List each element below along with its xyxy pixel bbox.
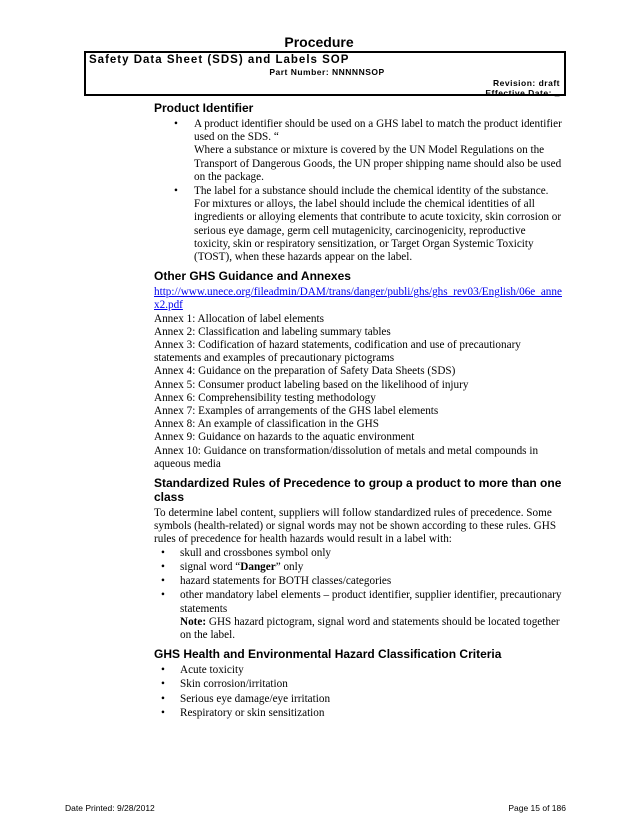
annex-item: Annex 8: An example of classification in the GHS	[154, 418, 379, 431]
bullet-text: The label for a substance should include the chemical identity of the substance. For mixtures or alloys, the label should include the chemical identities of all ingredients or alloying elements that contribute to acute toxicity, skin corrosion or serious eye damage, germ cell mutagenicity, carcinogenicity, reproductive toxicity, skin or respiratory sensitization, or Target Organ Systemic Toxicity (TOST), when these hazards appear on the label.	[194, 185, 562, 264]
signal-word-danger: Danger	[240, 560, 276, 573]
annex-item: Annex 6: Comprehensibility testing methodology	[154, 391, 376, 404]
list-item: • Skin corrosion/irritation	[154, 678, 564, 691]
annex-item: Annex 9: Guidance on hazards to the aquatic environment	[154, 431, 415, 444]
bullet-text: signal word “	[180, 560, 241, 573]
annex-item: Annex 7: Examples of arrangements of the GHS label elements	[154, 405, 439, 418]
annex-item: Annex 4: Guidance on the preparation of Safety Data Sheets (SDS)	[154, 365, 456, 378]
list-item: • Respiratory or skin sensitization	[154, 707, 564, 720]
sop-title: Safety Data Sheet (SDS) and Labels SOP	[89, 54, 350, 66]
list-item: • hazard statements for BOTH classes/categories	[154, 575, 564, 588]
annex-item: Annex 1: Allocation of label elements	[154, 312, 324, 325]
section-classification	[154, 647, 564, 720]
footer-date-printed: Date Printed: 9/28/2012	[65, 803, 155, 813]
precedence-intro: To determine label content, suppliers will follow standardized rules of precedence. Some symbols (health-related) or signal words may not be shown according to these rules. GHS rules of precedence for health hazards would result in a label with:	[154, 507, 557, 546]
annex-item: Annex 2: Classification and labeling summary tables	[154, 325, 391, 338]
bullet-text: ” only	[275, 560, 304, 573]
part-number: Part Number: NNNNNSOP	[269, 67, 385, 77]
section-heading: Standardized Rules of Precedence to group a product to more than one class	[154, 476, 562, 505]
bullet-text: A product identifier should be used on a GHS label to match the product identifier used on the SDS. “	[194, 118, 562, 144]
list-item: • Serious eye damage/eye irritation	[154, 693, 564, 706]
bullet-text: Where a substance or mixture is covered by the UN Model Regulations on the Transport of Dangerous Goods, the UN proper shipping name should also be used on the package.	[194, 144, 562, 183]
document-body	[154, 101, 564, 725]
section-heading: Product Identifier	[154, 101, 254, 115]
note-text: GHS hazard pictogram, signal word and statements should be located together on the label.	[180, 615, 560, 641]
document-header-box	[84, 51, 566, 96]
list-item	[154, 589, 564, 642]
section-precedence	[154, 476, 564, 642]
list-item	[154, 118, 564, 184]
bullet-text: other mandatory label elements – product identifier, supplier identifier, precautionary statements	[180, 589, 562, 615]
revision: Revision: draft	[492, 78, 560, 88]
section-product-identifier	[154, 101, 564, 264]
list-item: • Acute toxicity	[154, 664, 564, 677]
bullet-list	[154, 664, 564, 720]
list-item: • skull and crossbones symbol only	[154, 547, 564, 560]
note-label: Note:	[180, 615, 207, 628]
list-item	[154, 185, 564, 264]
footer-page-number: Page 15 of 186	[508, 803, 566, 813]
annex-item: Annex 3: Codification of hazard statements, codification and use of precautionary statements and examples of precautionary pictograms	[154, 339, 521, 365]
bullet-list	[154, 547, 564, 642]
annex-pdf-link[interactable]: http://www.unece.org/fileadmin/DAM/trans/danger/publi/ghs/ghs_rev03/English/06e_annex2.pdf	[154, 286, 562, 312]
section-other-ghs	[154, 269, 564, 471]
section-heading: GHS Health and Environmental Hazard Classification Criteria	[154, 647, 502, 662]
section-heading: Other GHS Guidance and Annexes	[154, 269, 351, 284]
annex-item: Annex 10: Guidance on transformation/dissolution of metals and metal compounds in aqueous media	[154, 444, 539, 470]
list-item	[154, 561, 564, 574]
bullet-list	[154, 118, 564, 264]
effective-date: Effective Date: _	[485, 88, 560, 98]
annex-item: Annex 5: Consumer product labeling based on the likelihood of injury	[154, 378, 469, 391]
doc-type-title: Procedure	[284, 34, 354, 50]
